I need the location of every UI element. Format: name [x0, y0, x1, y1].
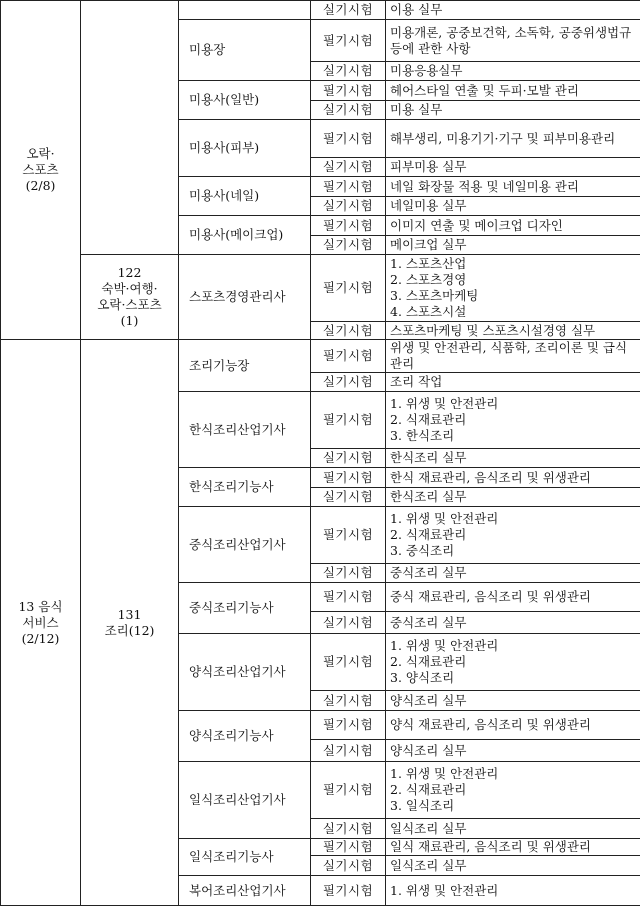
text-line: 13 음식	[5, 599, 76, 615]
exam-subject-cell	[386, 583, 640, 612]
middle-category-cell	[81, 1, 179, 255]
exam-subject-cell	[386, 101, 640, 120]
exam-subject-cell	[386, 819, 640, 839]
qualification-name-cell: 복어조리산업기사	[179, 876, 311, 906]
text-line: 131	[85, 607, 174, 623]
exam-subject-cell	[386, 762, 640, 819]
text-line: 3. 중식조리	[390, 543, 636, 559]
text-line: 피부미용 실무	[390, 159, 636, 175]
text-line: 오락·스포츠	[85, 297, 174, 313]
table-body	[1, 1, 640, 906]
exam-subject-cell	[386, 255, 640, 322]
qualification-name-cell: 일식조리산업기사	[179, 762, 311, 839]
text-line: 양식조리 실무	[390, 743, 636, 759]
text-line: 일식조리 실무	[390, 858, 636, 874]
text-line: 미용응용실무	[390, 63, 636, 79]
exam-subject-cell	[386, 392, 640, 449]
exam-type-cell: 필기시험	[311, 762, 386, 819]
exam-type-cell: 실기시험	[311, 236, 386, 255]
text-line: 2. 스포츠경영	[390, 272, 636, 288]
text-line: 3. 한식조리	[390, 428, 636, 444]
exam-type-cell: 필기시험	[311, 177, 386, 197]
major-category-cell	[1, 1, 81, 340]
exam-type-cell: 실기시험	[311, 373, 386, 392]
qualification-name-cell: 중식조리기능사	[179, 583, 311, 634]
qualification-name-cell: 스포츠경영관리사	[179, 255, 311, 340]
text-line: 122	[85, 265, 174, 281]
text-line: 1. 위생 및 안전관리	[390, 396, 636, 412]
text-line: (2/12)	[5, 631, 76, 647]
text-line: 위생 및 안전관리, 식품학, 조리이론 및 급식관리	[390, 340, 636, 372]
text-line: 양식조리 실무	[390, 693, 636, 709]
exam-type-cell: 실기시험	[311, 158, 386, 177]
text-line: 양식 재료관리, 음식조리 및 위생관리	[390, 717, 636, 733]
exam-type-cell: 필기시험	[311, 81, 386, 101]
exam-type-cell: 실기시험	[311, 197, 386, 216]
qualification-name-cell: 미용사(네일)	[179, 177, 311, 216]
exam-subject-cell	[386, 177, 640, 197]
text-line: 서비스	[5, 615, 76, 631]
text-line: 헤어스타일 연출 및 두피·모발 관리	[390, 83, 636, 99]
text-line: 미용개론, 공중보건학, 소독학, 공중위생법규 등에 관한 사항	[390, 25, 636, 57]
exam-type-cell: 필기시험	[311, 839, 386, 856]
text-line: 3. 양식조리	[390, 670, 636, 686]
text-line: 일식 재료관리, 음식조리 및 위생관리	[390, 839, 636, 855]
exam-type-cell: 필기시험	[311, 468, 386, 488]
exam-subject-cell	[386, 711, 640, 740]
text-line: 조리 작업	[390, 374, 636, 390]
exam-subject-cell	[386, 468, 640, 488]
text-line: 일식조리 실무	[390, 821, 636, 837]
exam-type-cell: 필기시험	[311, 711, 386, 740]
exam-type-cell: 필기시험	[311, 340, 386, 373]
table-row	[1, 1, 640, 20]
text-line: 스포츠	[5, 162, 76, 178]
exam-type-cell: 필기시험	[311, 216, 386, 236]
exam-subject-cell	[386, 62, 640, 81]
exam-subject-cell	[386, 634, 640, 691]
text-line: (2/8)	[5, 178, 76, 194]
exam-type-cell: 실기시험	[311, 101, 386, 120]
text-line: 4. 스포츠시설	[390, 304, 636, 320]
table-row	[1, 340, 640, 373]
exam-type-cell: 실기시험	[311, 564, 386, 583]
text-line: 중식조리 실무	[390, 615, 636, 631]
qualification-name-cell: 일식조리기능사	[179, 839, 311, 876]
exam-type-cell: 실기시험	[311, 740, 386, 762]
exam-subject-cell	[386, 197, 640, 216]
text-line: 3. 일식조리	[390, 798, 636, 814]
text-line: 1. 스포츠산업	[390, 256, 636, 272]
exam-type-cell: 필기시험	[311, 634, 386, 691]
text-line: 2. 식재료관리	[390, 527, 636, 543]
exam-subject-cell	[386, 373, 640, 392]
exam-subject-cell	[386, 236, 640, 255]
exam-subject-cell	[386, 216, 640, 236]
exam-subject-cell	[386, 120, 640, 158]
exam-type-cell: 필기시험	[311, 583, 386, 612]
exam-subject-cell	[386, 20, 640, 62]
qualification-name-cell: 양식조리산업기사	[179, 634, 311, 711]
text-line: 숙박·여행·	[85, 281, 174, 297]
major-category-cell	[1, 340, 81, 906]
text-line: 1. 위생 및 안전관리	[390, 766, 636, 782]
text-line: 이용 실무	[390, 2, 636, 18]
exam-type-cell: 필기시험	[311, 507, 386, 564]
exam-type-cell: 필기시험	[311, 392, 386, 449]
qualification-name-cell	[179, 1, 311, 20]
text-line: 한식조리 실무	[390, 489, 636, 505]
text-line: 1. 위생 및 안전관리	[390, 511, 636, 527]
exam-type-cell: 실기시험	[311, 488, 386, 507]
exam-type-cell: 실기시험	[311, 691, 386, 711]
text-line: 메이크업 실무	[390, 237, 636, 253]
text-line: 해부생리, 미용기기·기구 및 피부미용관리	[390, 131, 636, 147]
qualification-name-cell: 미용장	[179, 20, 311, 81]
exam-type-cell: 필기시험	[311, 876, 386, 906]
qualification-name-cell: 미용사(메이크업)	[179, 216, 311, 255]
text-line: 1. 위생 및 안전관리	[390, 883, 636, 899]
exam-type-cell: 실기시험	[311, 612, 386, 634]
qualification-name-cell: 중식조리산업기사	[179, 507, 311, 583]
exam-type-cell: 실기시험	[311, 856, 386, 876]
text-line: 미용 실무	[390, 102, 636, 118]
exam-type-cell: 필기시험	[311, 20, 386, 62]
table-row	[1, 255, 640, 322]
exam-type-cell: 필기시험	[311, 255, 386, 322]
exam-subject-cell	[386, 856, 640, 876]
exam-type-cell: 실기시험	[311, 819, 386, 839]
text-line: 이미지 연출 및 메이크업 디자인	[390, 218, 636, 234]
text-line: 조리(12)	[85, 623, 174, 639]
text-line: 2. 식재료관리	[390, 412, 636, 428]
exam-subject-cell	[386, 449, 640, 468]
text-line: 한식 재료관리, 음식조리 및 위생관리	[390, 470, 636, 486]
text-line: 2. 식재료관리	[390, 782, 636, 798]
exam-subject-cell	[386, 507, 640, 564]
exam-subject-cell	[386, 158, 640, 177]
exam-type-cell: 실기시험	[311, 1, 386, 20]
qualification-name-cell: 한식조리기능사	[179, 468, 311, 507]
qualification-name-cell: 조리기능장	[179, 340, 311, 392]
exam-subject-cell	[386, 612, 640, 634]
exam-subject-cell	[386, 340, 640, 373]
qualification-name-cell: 양식조리기능사	[179, 711, 311, 762]
exam-subject-cell	[386, 81, 640, 101]
exam-subject-cell	[386, 488, 640, 507]
exam-subject-cell	[386, 564, 640, 583]
text-line: 1. 위생 및 안전관리	[390, 638, 636, 654]
exam-type-cell: 실기시험	[311, 62, 386, 81]
text-line: 중식 재료관리, 음식조리 및 위생관리	[390, 589, 636, 605]
qualification-name-cell: 한식조리산업기사	[179, 392, 311, 468]
exam-type-cell: 필기시험	[311, 120, 386, 158]
exam-subject-cell	[386, 740, 640, 762]
text-line: 스포츠마케팅 및 스포츠시설경영 실무	[390, 323, 636, 339]
qualification-name-cell: 미용사(일반)	[179, 81, 311, 120]
exam-subject-cell	[386, 691, 640, 711]
text-line: 네일미용 실무	[390, 198, 636, 214]
exam-subject-cell	[386, 839, 640, 856]
text-line: 3. 스포츠마케팅	[390, 288, 636, 304]
qualification-name-cell: 미용사(피부)	[179, 120, 311, 177]
exam-type-cell: 실기시험	[311, 449, 386, 468]
text-line: 중식조리 실무	[390, 565, 636, 581]
exam-type-cell: 실기시험	[311, 322, 386, 340]
exam-subject-cell	[386, 322, 640, 340]
exam-subject-cell	[386, 1, 640, 20]
middle-category-cell	[81, 255, 179, 340]
text-line: (1)	[85, 313, 174, 329]
text-line: 오락·	[5, 146, 76, 162]
text-line: 한식조리 실무	[390, 450, 636, 466]
text-line: 2. 식재료관리	[390, 654, 636, 670]
text-line: 네일 화장물 적용 및 네일미용 관리	[390, 179, 636, 195]
middle-category-cell	[81, 340, 179, 906]
exam-subject-cell	[386, 876, 640, 906]
